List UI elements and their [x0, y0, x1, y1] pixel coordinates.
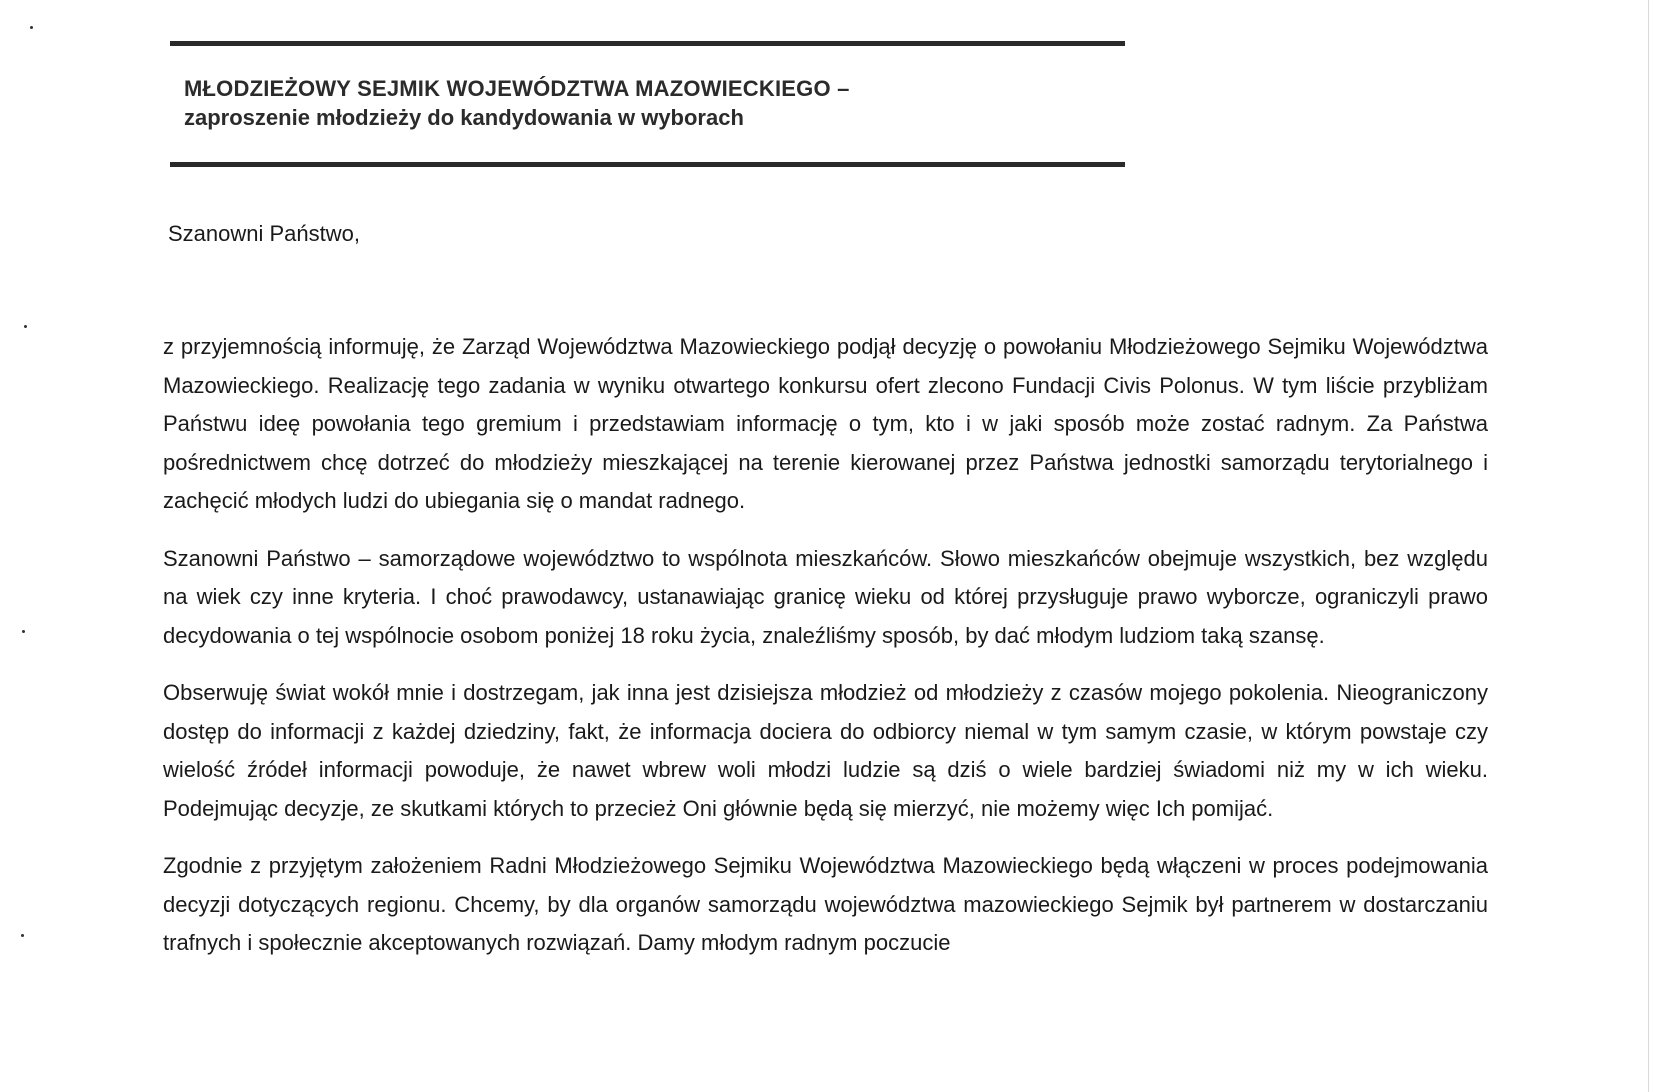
scan-edge	[1648, 0, 1649, 1092]
scan-speck	[30, 26, 33, 29]
paragraph: z przyjemnością informuję, że Zarząd Województwa Mazowieckiego podjął decyzję o powołaniu Młodzieżowego Sejmiku Województwa Mazowieckiego. Realizację tego zadania w wyniku otwartego konkursu ofert zlecono Fundacji Civis Polonus. W tym liście przybliżam Państwu ideę powołania tego gremium i przedstawiam informację o tym, kto i w jaki sposób może zostać radnym. Za Państwa pośrednictwem chcę dotrzeć do młodzieży mieszkającej na terenie kierowanej przez Państwa jednostki samorządu terytorialnego i zachęcić młodych ludzi do ubiegania się o mandat radnego.	[163, 334, 1488, 513]
header-rule-bottom	[170, 162, 1125, 167]
salutation: Szanowni Państwo,	[168, 221, 360, 246]
letter-body	[163, 328, 1488, 963]
scan-speck	[22, 630, 25, 633]
paragraph: Szanowni Państwo – samorządowe województwo to wspólnota mieszkańców. Słowo mieszkańców obejmuje wszystkich, bez względu na wiek czy inne kryteria. I choć prawodawcy, ustanawiając granicę wieku od której przysługuje prawo wyborcze, ograniczyli prawo decydowania o tej wspólnocie osobom poniżej 18 roku życia, znaleźliśmy sposób, by dać młodym ludziom taką szansę.	[163, 545, 1488, 648]
paragraph: Zgodnie z przyjętym założeniem Radni Młodzieżowego Sejmiku Województwa Mazowieckiego będą włączeni w proces podejmowania decyzji dotyczących regionu. Chcemy, by dla organów samorządu województwa mazowieckiego Sejmik był partnerem w dostarczaniu trafnych i społecznie akceptowanych rozwiązań. Damy młodym radnym poczucie	[163, 853, 1488, 955]
scan-speck	[24, 325, 27, 328]
scan-speck	[21, 934, 24, 937]
document-header	[184, 74, 1104, 132]
header-title-line1: MŁODZIEŻOWY SEJMIK WOJEWÓDZTWA MAZOWIECKIEGO –	[184, 76, 850, 101]
header-title-line2: zaproszenie młodzieży do kandydowania w wyborach	[184, 105, 744, 130]
header-rule-top	[170, 41, 1125, 46]
paragraph: Obserwuję świat wokół mnie i dostrzegam, jak inna jest dzisiejsza młodzież od młodzieży z czasów mojego pokolenia. Nieograniczony dostęp do informacji z każdej dziedziny, fakt, że informacja dociera do odbiorcy niemal w tym samym czasie, w którym powstaje czy wielość źródeł informacji powoduje, że nawet wbrew woli młodzi ludzie są dziś o wiele bardziej świadomi niż my w ich wieku. Podejmując decyzje, ze skutkami których to przecież Oni głównie będą się mierzyć, nie możemy więc Ich pomijać.	[163, 680, 1488, 821]
